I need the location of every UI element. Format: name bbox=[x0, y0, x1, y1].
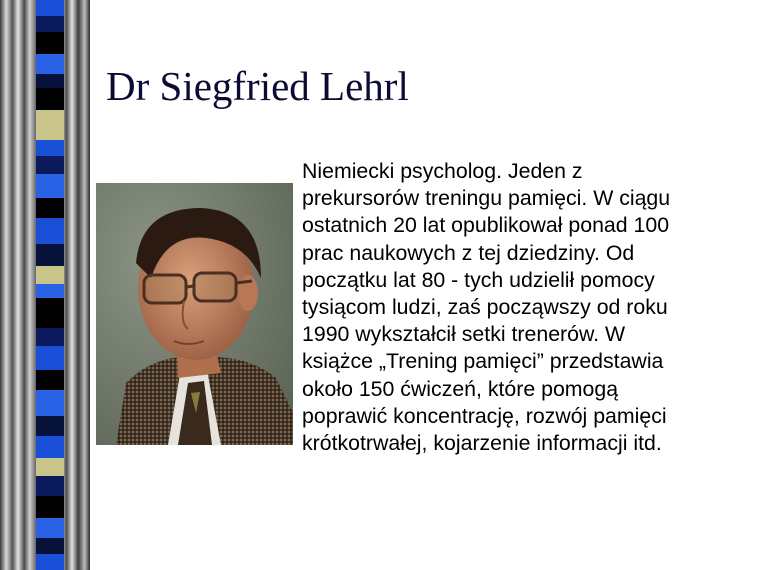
biography-line: prac naukowych z tej dziedziny. Od bbox=[302, 240, 635, 265]
biography-line: Niemiecki psycholog. Jeden z bbox=[302, 159, 583, 183]
biography-line: 1990 wykształcił setki trenerów. W bbox=[302, 322, 626, 347]
biography-line: tysiącom ludzi, zaś począwszy od roku bbox=[302, 295, 668, 320]
biography-line: początku lat 80 - tych udzielił pomocy bbox=[302, 267, 655, 292]
biography-line: poprawić koncentrację, rozwój pamięci bbox=[302, 403, 667, 428]
biography-text bbox=[302, 158, 747, 457]
portrait-photo bbox=[96, 183, 293, 445]
biography-line: krótkotrwałej, kojarzenie informacji itd. bbox=[302, 431, 662, 456]
biography-line: ostatnich 20 lat opublikował ponad 100 bbox=[302, 213, 670, 238]
decorative-side-strip bbox=[0, 0, 90, 570]
biography-line: około 150 ćwiczeń, które pomogą bbox=[302, 376, 619, 401]
slide-title: Dr Siegfried Lehrl bbox=[106, 63, 409, 109]
biography-line: książce „Trening pamięci” przedstawia bbox=[302, 349, 664, 374]
biography-line: prekursorów treningu pamięci. W ciągu bbox=[302, 186, 671, 211]
